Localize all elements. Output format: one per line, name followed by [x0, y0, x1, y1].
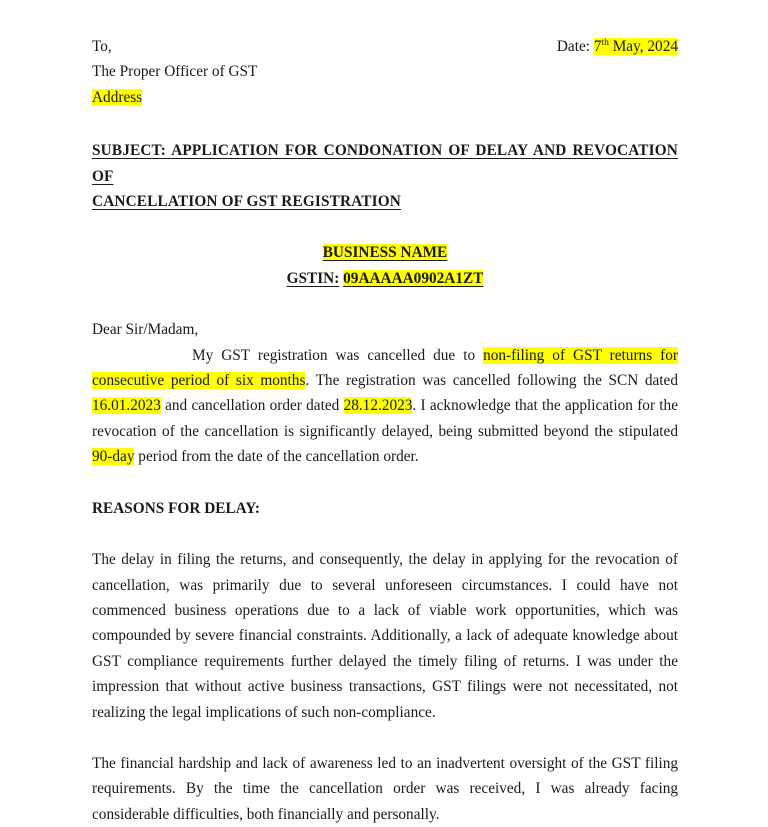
date-day: 7	[593, 38, 602, 55]
para1-seg5: period from the date of the cancellation order.	[134, 448, 419, 466]
business-name: BUSINESS NAME	[322, 244, 448, 262]
paragraph-hardship: The financial hardship and lack of awareness led to an inadvertent oversight of the GST filing requirements. By the time the cancellation order was received, I was already facing considerable difficulties, both financially and personally.	[92, 754, 678, 823]
date-ordinal-suffix: th	[601, 37, 609, 48]
subject-line-1: SUBJECT: APPLICATION FOR CONDONATION OF DELAY AND REVOCATION OF	[92, 142, 678, 185]
address-placeholder: Address	[92, 88, 143, 106]
para1-highlight-scn-date: 16.01.2023	[92, 397, 161, 415]
gstin-value: 09AAAAA0902A1ZT	[343, 269, 484, 287]
gstin-label: GSTIN:	[286, 269, 340, 287]
para1-highlight-period: 90-day	[92, 448, 135, 466]
para1-seg4: . I acknowledge that the application for the revocation of the cancellation is significantly delayed, being submitted beyond the stipulated	[92, 397, 678, 440]
date-rest: May, 2024	[608, 38, 678, 55]
date-value	[594, 38, 678, 55]
date-label: Date:	[556, 38, 591, 55]
business-title-block	[92, 240, 678, 291]
para1-seg3: and cancellation order dated	[160, 397, 344, 415]
letter-header	[92, 34, 678, 59]
business-name-line	[92, 240, 678, 265]
salutation: Dear Sir/Madam,	[92, 321, 199, 339]
subject-heading	[92, 138, 678, 214]
paragraph-reasons: The delay in filing the returns, and consequently, the delay in applying for the revocation of cancellation, was primarily due to several unforeseen circumstances. I could have not commenced business operations due to a lack of viable work opportunities, which was compounded by severe financial constraints. Additionally, a lack of adequate knowledge about GST compliance requirements further delayed the timely filing of returns. I was under the impression that without active business transactions, GST filings were not necessitated, not realizing the legal implications of such non-compliance.	[92, 551, 678, 721]
para1-seg2: . The registration was cancelled following the SCN dated	[305, 372, 678, 390]
date-line	[557, 34, 678, 59]
gstin-line	[92, 266, 678, 291]
reasons-for-delay-heading: REASONS FOR DELAY:	[92, 499, 261, 517]
document-body	[92, 34, 678, 827]
recipient-line: The Proper Officer of GST	[92, 63, 258, 81]
para1-seg1: My GST registration was cancelled due to	[192, 346, 484, 364]
para1-highlight-order-date: 28.12.2023	[343, 397, 413, 415]
para1-highlight-reason: non-filing of GST returns for consecutive period of six months	[92, 346, 678, 390]
address-line	[92, 85, 678, 110]
paragraph-opening	[92, 343, 678, 470]
to-line: To,	[92, 38, 112, 55]
subject-line-2: CANCELLATION OF GST REGISTRATION	[92, 193, 401, 211]
